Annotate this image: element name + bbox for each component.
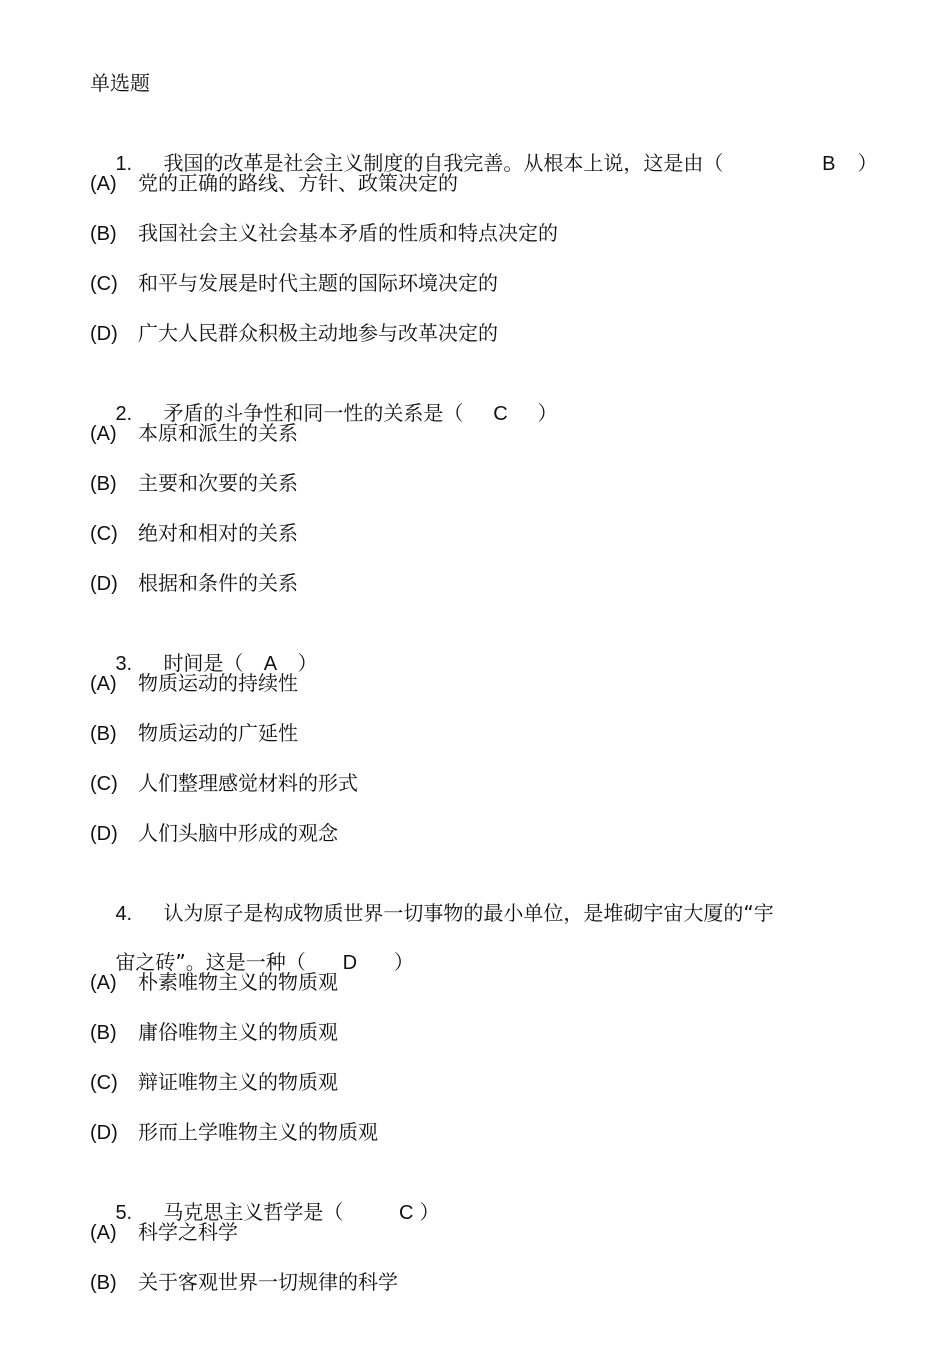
option-text: 科学之科学 xyxy=(138,1220,238,1244)
option-text: 朴素唯物主义的物质观 xyxy=(138,970,338,994)
option-label: (D) xyxy=(90,823,118,845)
option-text: 我国社会主义社会基本矛盾的性质和特点决定的 xyxy=(138,221,558,245)
option-4-a xyxy=(90,967,338,997)
question-stem: 认为原子是构成物质世界一切事物的最小单位，是堆砌宇宙大厦的“宇 xyxy=(163,901,774,925)
option-2-b xyxy=(90,468,298,498)
option-label: (C) xyxy=(90,523,118,545)
question-close: ） xyxy=(393,950,414,974)
question-number: 1. xyxy=(115,153,133,175)
answer-letter: C xyxy=(493,403,508,425)
option-text: 关于客观世界一切规律的科学 xyxy=(138,1270,398,1294)
option-3-c xyxy=(90,768,358,798)
option-label: (A) xyxy=(90,1222,117,1244)
option-2-a xyxy=(90,418,298,448)
option-4-c xyxy=(90,1067,338,1097)
option-label: (A) xyxy=(90,972,117,994)
option-label: (A) xyxy=(90,173,117,195)
option-text: 物质运动的持续性 xyxy=(138,671,298,695)
option-4-d xyxy=(90,1117,378,1147)
question-1 xyxy=(90,118,878,175)
question-close: ） xyxy=(419,1200,440,1224)
option-label: (A) xyxy=(90,673,117,695)
option-text: 人们头脑中形成的观念 xyxy=(138,821,338,845)
option-text: 主要和次要的关系 xyxy=(138,471,298,495)
option-1-c xyxy=(90,268,498,298)
option-label: (B) xyxy=(90,473,117,495)
question-5 xyxy=(90,1167,440,1224)
option-text: 和平与发展是时代主题的国际环境决定的 xyxy=(138,271,498,295)
option-text: 物质运动的广延性 xyxy=(138,721,298,745)
option-label: (D) xyxy=(90,1122,118,1144)
question-close: ） xyxy=(297,651,318,675)
question-close: ） xyxy=(857,151,878,175)
option-label: (C) xyxy=(90,773,118,795)
option-1-d xyxy=(90,318,498,348)
option-text: 本原和派生的关系 xyxy=(138,421,298,445)
option-3-b xyxy=(90,718,298,748)
question-stem: 我国的改革是社会主义制度的自我完善。从根本上说，这是由（ xyxy=(163,151,724,175)
option-1-b xyxy=(90,218,558,248)
question-4 xyxy=(90,868,774,925)
answer-letter: D xyxy=(342,952,358,974)
question-number: 4. xyxy=(115,903,133,925)
option-2-c xyxy=(90,518,298,548)
option-text: 庸俗唯物主义的物质观 xyxy=(138,1020,338,1044)
option-label: (B) xyxy=(90,223,117,245)
option-label: (B) xyxy=(90,1272,117,1294)
question-2 xyxy=(90,368,558,425)
question-stem: 矛盾的斗争性和同一性的关系是（ xyxy=(163,401,464,425)
option-3-a xyxy=(90,668,298,698)
option-5-b xyxy=(90,1267,398,1297)
question-stem: 马克思主义哲学是（ xyxy=(163,1200,344,1224)
option-label: (D) xyxy=(90,323,118,345)
question-stem-continued: 宙之砖”。这是一种（ xyxy=(115,950,306,974)
option-label: (C) xyxy=(90,273,118,295)
question-number: 5. xyxy=(115,1202,133,1224)
option-4-b xyxy=(90,1017,338,1047)
section-title: 单选题 xyxy=(90,71,150,95)
option-text: 根据和条件的关系 xyxy=(138,571,298,595)
option-label: (C) xyxy=(90,1072,118,1094)
option-3-d xyxy=(90,818,338,848)
option-1-a xyxy=(90,168,458,198)
option-label: (A) xyxy=(90,423,117,445)
answer-letter: A xyxy=(263,653,278,675)
option-text: 辩证唯物主义的物质观 xyxy=(138,1070,338,1094)
answer-letter: C xyxy=(398,1202,414,1224)
question-3 xyxy=(90,618,318,675)
question-number: 3. xyxy=(115,653,133,675)
option-text: 党的正确的路线、方针、政策决定的 xyxy=(138,171,458,195)
answer-letter: B xyxy=(822,153,836,175)
option-2-d xyxy=(90,568,298,598)
option-text: 形而上学唯物主义的物质观 xyxy=(138,1120,378,1144)
option-text: 人们整理感觉材料的形式 xyxy=(138,771,358,795)
option-label: (B) xyxy=(90,1022,117,1044)
question-number: 2. xyxy=(115,403,133,425)
question-4-continued xyxy=(90,917,414,974)
option-text: 广大人民群众积极主动地参与改革决定的 xyxy=(138,321,498,345)
option-label: (B) xyxy=(90,723,117,745)
option-text: 绝对和相对的关系 xyxy=(138,521,298,545)
question-stem: 时间是（ xyxy=(163,651,244,675)
option-label: (D) xyxy=(90,573,118,595)
option-5-a xyxy=(90,1217,238,1247)
question-close: ） xyxy=(537,401,558,425)
